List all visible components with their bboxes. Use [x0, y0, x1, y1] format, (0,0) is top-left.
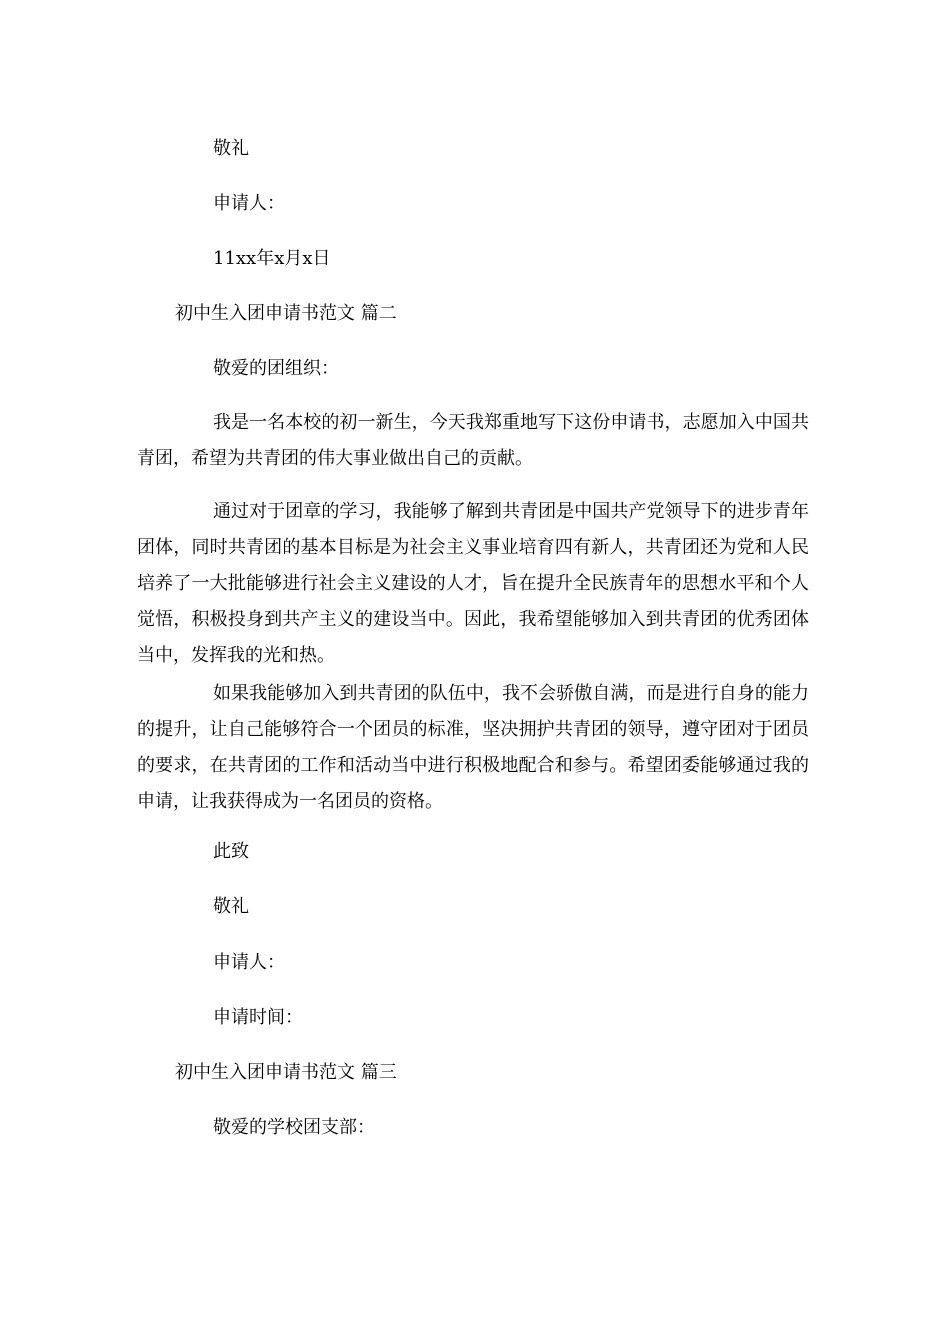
salute-2: 敬礼	[213, 896, 249, 917]
salute-1: 敬礼	[213, 138, 249, 159]
section-2-paragraph-2: 通过对于团章的学习，我能够了解到共青团是中国共产党领导下的进步青年团体，同时共青团的基本目标是为社会主义事业培育四有新人，共青团还为党和人民培养了一大批能够进行社会主义建设的人才，旨在提升全民族青年的思想水平和个人觉悟，积极投身到共产主义的建设当中。因此，我希望能够加入到共青团的优秀团体当中，发挥我的光和热。	[137, 501, 809, 666]
section-2-paragraph-3: 如果我能够加入到共青团的队伍中，我不会骄傲自满，而是进行自身的能力的提升，让自己能够符合一个团员的标准，坚决拥护共青团的领导，遵守团对于团员的要求，在共青团的工作和活动当中进行积极地配合和参与。希望团委能够通过我的申请，让我获得成为一名团员的资格。	[137, 683, 809, 812]
section-3-greeting: 敬爱的学校团支部：	[213, 1117, 375, 1138]
section-3-heading: 初中生入团申请书范文 篇三	[175, 1062, 397, 1083]
applicant-label-1: 申请人：	[213, 193, 285, 214]
date-line-1: 11xx年x月x日	[213, 248, 331, 269]
section-2-heading: 初中生入团申请书范文 篇二	[175, 303, 397, 324]
section-2-paragraph-1: 我是一名本校的初一新生，今天我郑重地写下这份申请书，志愿加入中国共青团，希望为共青团的伟大事业做出自己的贡献。	[137, 412, 809, 469]
application-time-label: 申请时间：	[213, 1007, 303, 1028]
applicant-label-2: 申请人：	[213, 952, 285, 973]
section-2-greeting: 敬爱的团组织：	[213, 358, 339, 379]
closing-ci-zhi: 此致	[213, 841, 249, 862]
